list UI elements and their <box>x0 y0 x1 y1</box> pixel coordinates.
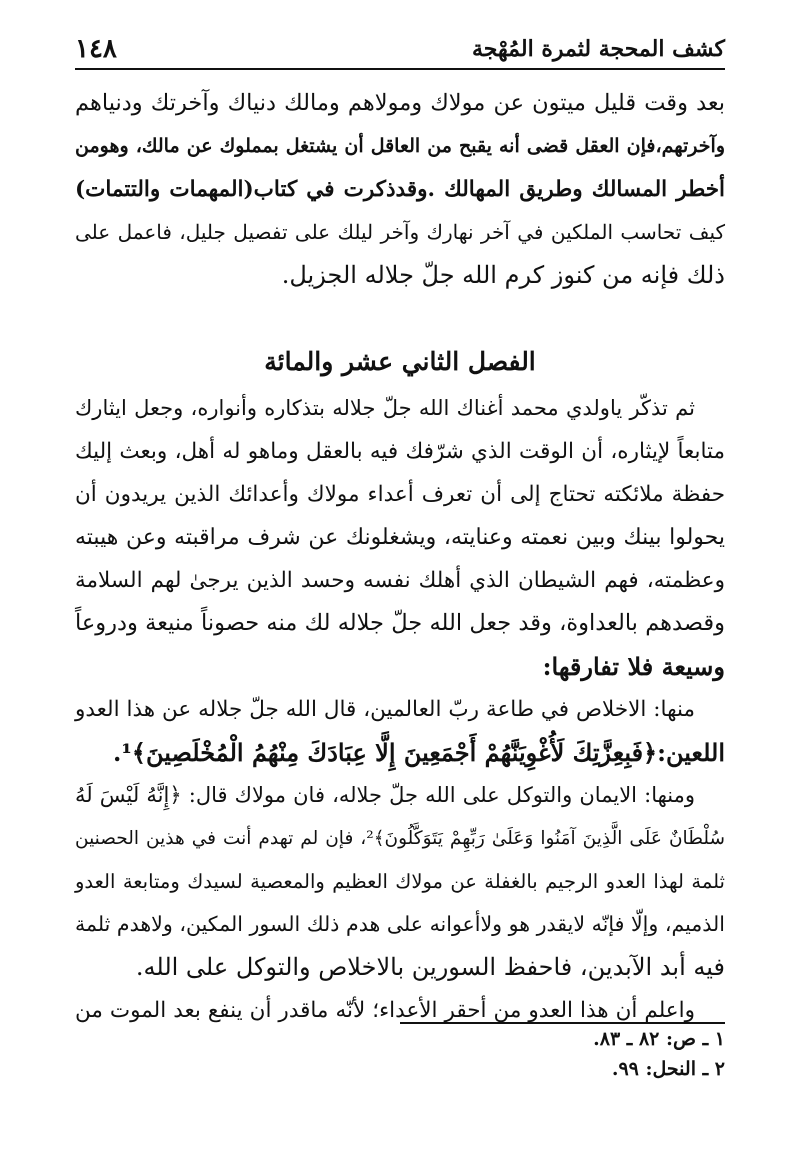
text-line: بعد وقت قليل ميتون عن مولاك ومولاهم ومالك دنياك وآخرتك ودنياهم <box>75 90 725 116</box>
text-line: منها: الاخلاص في طاعة ربّ العالمين، قال الله جلّ جلاله عن هذا العدو <box>75 697 695 722</box>
running-header <box>75 24 725 70</box>
text-line: أخطر المسالك وطريق المهالك .وقدذكرت في كتاب(المهمات والتتمات) <box>75 177 725 202</box>
quran-verse-line: سُلْطَانٌ عَلَى الَّذِينَ آمَنُوا وَعَلَىٰ رَبِّهِمْ يَتَوَكَّلُونَ﴾²، فإن لم تهدم أنت في هذين الحصنين <box>75 828 725 849</box>
text-line: حفظة ملائكته تحتاج إلى أن تعرف أعداء مولاك وأعدائك الذين يريدون أن <box>75 482 725 507</box>
text-line: وسيعة فلا تفارقها: <box>542 652 725 681</box>
footnote-1: ١ ـ ص: ٨٢ ـ ٨٣. <box>593 1028 725 1050</box>
text-line: وقصدهم بالعداوة، وقد جعل الله جلّ جلاله لك منه حصوناً منيعة ودروعاً <box>75 610 725 636</box>
paragraph-1 <box>75 82 725 297</box>
footnotes <box>75 1022 725 1084</box>
quran-verse-line: اللعين:﴿فَبِعِزَّتِكَ لَأُغْوِيَنَّهُمْ أَجْمَعِينَ إِلَّا عِبَادَكَ مِنْهُمُ الْمُخْلَصِينَ﴾¹. <box>113 738 725 767</box>
text-line: ثم تذكّر ياولدي محمد أغناك الله جلّ جلاله بتذكاره وأنواره، وجعل ايثارك <box>75 396 695 420</box>
text-line: ذلك فإنه من كنوز كرم الله جلّ جلاله الجزيل. <box>281 261 725 289</box>
section-title: الفصل الثاني عشر والمائة <box>264 347 536 376</box>
text-line: وآخرتهم،فإن العقل قضى أنه يقبح من العاقل أن يشتغل بمملوك عن مالك، وهومن <box>75 135 725 157</box>
paragraph-3 <box>75 688 725 774</box>
text-line: كيف تحاسب الملكين في آخر نهارك وآخر ليلك على تفصيل جليل، فاعمل على <box>75 220 725 244</box>
text-line: فيه أبد الآبدين، فاحفظ السورين بالاخلاص والتوكل على الله. <box>135 953 725 981</box>
running-title: كشف المحجة لثمرة المُهْجة <box>472 36 725 62</box>
text-line: واعلم أن هذا العدو من أحقر الأعداء؛ لأنّه ماقدر أن ينفع بعد الموت من <box>75 998 695 1023</box>
paragraph-2 <box>75 387 725 688</box>
text-line: الذميم، وإلّا فإنّه لايقدر هو ولاأعوانه على هدم ذلك السور المكين، ولاهدم ثلمة <box>75 912 725 936</box>
page-body <box>75 82 725 1032</box>
page-number: ١٤٨ <box>75 34 117 64</box>
text-line: وعظمته، فهم الشيطان الذي أهلك نفسه وحسد الذين يرجىٰ لهم السلامة <box>75 568 725 593</box>
footnote-2: ٢ ـ النحل: ٩٩. <box>611 1058 725 1080</box>
paragraph-4 <box>75 774 725 989</box>
text-line: متابعاً لإيثاره، أن الوقت الذي شرّفك فيه بالعقل وماهو له أهل، وبعث إليك <box>75 439 725 464</box>
text-line: ومنها: الايمان والتوكل على الله جلّ جلاله، فان مولاك قال: ﴿إِنَّهُ لَيْسَ لَهُ <box>75 783 695 807</box>
text-line: ثلمة لهذا العدو الرجيم بالغفلة عن مولاك العظيم والمعصية لسيدك ومتابعة العدو <box>75 870 725 893</box>
text-line: يحولوا بينك وبين نعمته وعنايته، ويشغلونك عن شرف مراقبته وعن هيبته <box>75 525 725 550</box>
